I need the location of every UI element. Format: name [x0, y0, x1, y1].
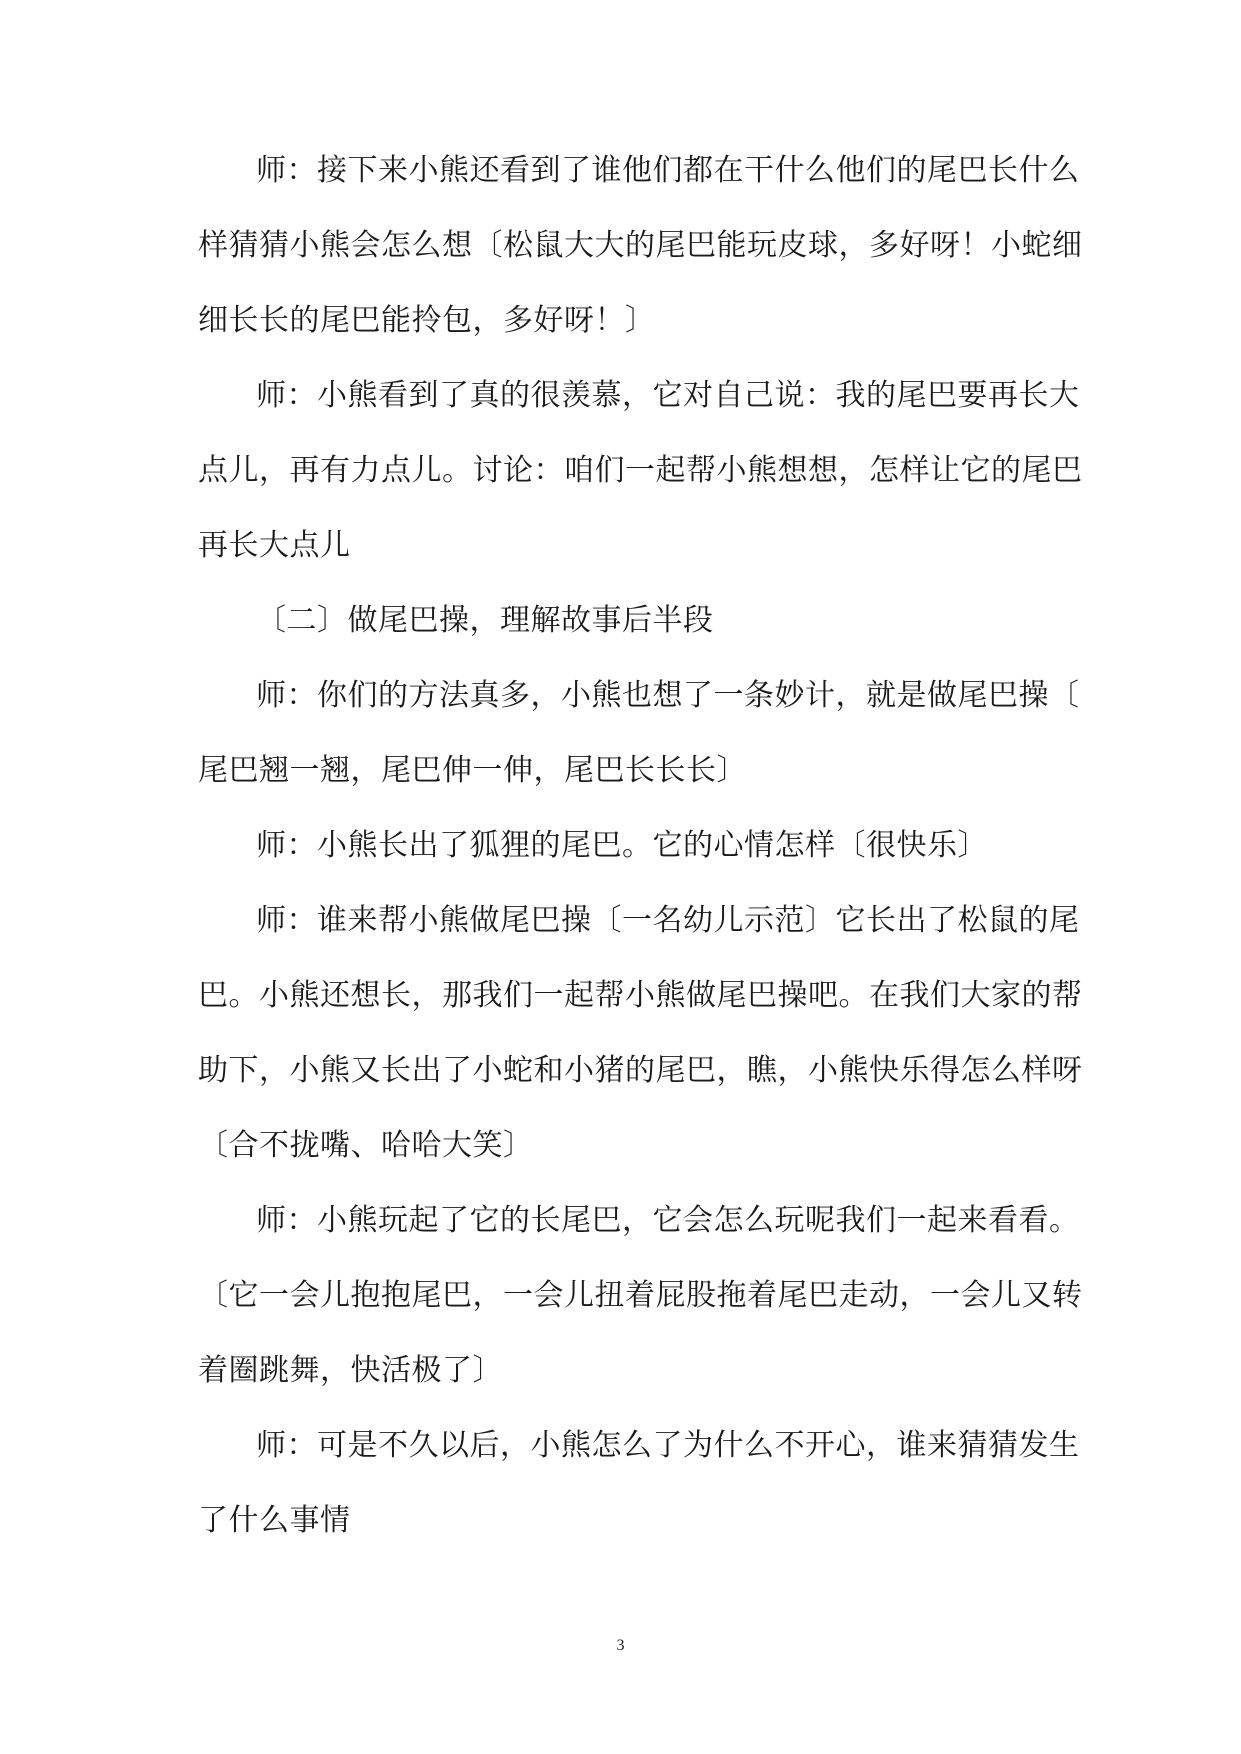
- text-line: 师：你们的方法真多，小熊也想了一条妙计，就是做尾巴操〔: [256, 678, 1080, 713]
- text-line: 师：小熊看到了真的很羡慕，它对自己说：我的尾巴要再长大: [256, 378, 1080, 413]
- text-line: 师：接下来小熊还看到了谁他们都在干什么他们的尾巴长什么: [256, 153, 1080, 188]
- text-line: 师：谁来帮小熊做尾巴操〔一名幼儿示范〕它长出了松鼠的尾: [256, 903, 1080, 938]
- text-line: 〔合不拢嘴、哈哈大笑〕: [198, 1128, 534, 1163]
- text-line: 师：小熊长出了狐狸的尾巴。它的心情怎样〔很快乐〕: [256, 828, 988, 863]
- text-line: 〔它一会儿抱抱尾巴，一会儿扭着屁股拖着尾巴走动，一会儿又转: [198, 1278, 1083, 1313]
- text-line: 细长长的尾巴能拎包，多好呀！〕: [198, 303, 656, 338]
- text-line: 再长大点儿: [198, 528, 351, 563]
- text-line: 巴。小熊还想长，那我们一起帮小熊做尾巴操吧。在我们大家的帮: [198, 978, 1083, 1013]
- text-line: 点儿，再有力点儿。讨论：咱们一起帮小熊想想，怎样让它的尾巴: [198, 453, 1083, 488]
- section-heading: 〔二〕做尾巴操，理解故事后半段: [256, 603, 714, 638]
- text-line: 助下，小熊又长出了小蛇和小猪的尾巴，瞧，小熊快乐得怎么样呀: [198, 1053, 1083, 1088]
- text-line: 着圈跳舞，快活极了〕: [198, 1353, 503, 1388]
- text-line: 师：可是不久以后，小熊怎么了为什么不开心，谁来猜猜发生: [256, 1428, 1080, 1463]
- text-line: 了什么事情: [198, 1503, 351, 1538]
- text-line: 样猜猜小熊会怎么想〔松鼠大大的尾巴能玩皮球，多好呀！小蛇细: [198, 228, 1083, 263]
- page-number: 3: [616, 1637, 625, 1654]
- text-line: 尾巴翘一翘，尾巴伸一伸，尾巴长长长〕: [198, 753, 747, 788]
- text-line: 师：小熊玩起了它的长尾巴，它会怎么玩呢我们一起来看看。: [256, 1203, 1080, 1238]
